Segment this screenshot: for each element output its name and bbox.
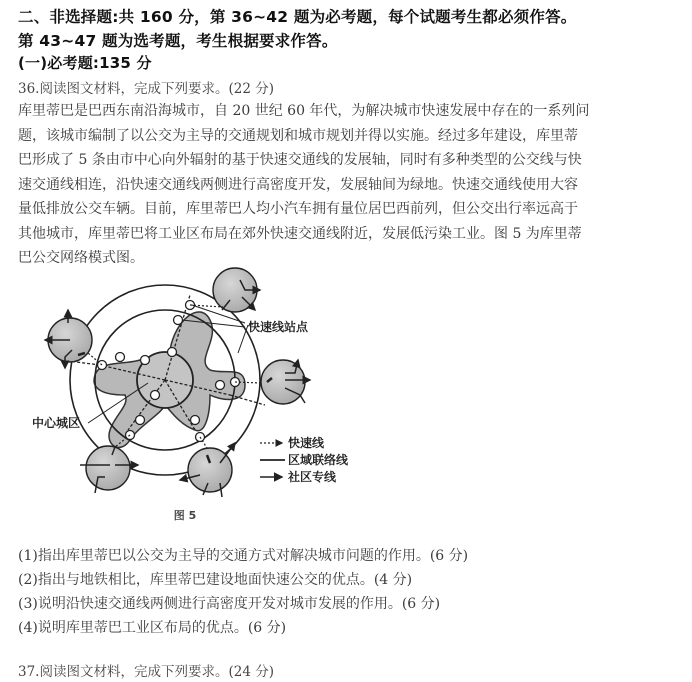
central-city-label: 中心城区 [32, 416, 81, 430]
required-questions-subheading: (一)必考题:135 分 [18, 54, 152, 72]
figure-caption: 图 5 [173, 509, 197, 522]
sub-question-2: (2)指出与地铁相比，库里蒂巴建设地面快速公交的优点。(4 分) [18, 572, 413, 588]
satellite-community-left [45, 310, 92, 368]
legend-express-line: 快速线 [288, 436, 325, 450]
question-36-material [18, 99, 678, 271]
station-label: 快速线站点 [248, 320, 309, 334]
satellite-community-right [261, 360, 310, 404]
question-37-title: 37.阅读图文材料，完成下列要求。(24 分) [18, 664, 274, 680]
material-line: 巴形成了 5 条由市中心向外辐射的基于快速交通线的发展轴，同时有多种类型的公交线与快 [18, 152, 582, 168]
material-line: 巴公交网络模式图。 [18, 250, 144, 266]
material-line: 速交通线相连，沿快速交通线两侧进行高密度开发，发展轴间为绿地。快速交通线使用大容 [18, 176, 578, 193]
satellite-community-bottom-right [180, 443, 235, 497]
figure-5-transit-network-diagram [20, 265, 360, 525]
legend-community-line: 社区专线 [288, 470, 337, 484]
section-heading: 二、非选择题:共 160 分，第 36~42 题为必考题，每个试题考生都必须作答。 [18, 8, 577, 26]
sub-question-1: (1)指出库里蒂巴以公交为主导的交通方式对解决城市问题的作用。(6 分) [18, 548, 469, 564]
material-line: 其他城市，库里蒂巴将工业区布局在郊外快速交通线附近，发展低污染工业。图 5 为库里蒂 [18, 225, 582, 242]
question-36-title: 36.阅读图文材料，完成下列要求。(22 分) [18, 81, 274, 97]
section-heading-continued: 第 43~47 题为选考题，考生根据要求作答。 [18, 32, 338, 50]
satellite-community-bottom-left [80, 446, 138, 493]
material-line: 量低排放公交车辆。目前，库里蒂巴人均小汽车拥有量位居巴西前列，但公交出行率远高于 [18, 201, 578, 217]
sub-question-4: (4)说明库里蒂巴工业区布局的优点。(6 分) [18, 620, 287, 636]
legend [260, 435, 349, 484]
satellite-community-top [213, 268, 260, 312]
material-line: 题，该城市编制了以公交为主导的交通规划和城市规划并得以实施。经过多年建设，库里蒂 [18, 127, 578, 144]
material-line: 库里蒂巴是巴西东南沿海城市，自 20 世纪 60 年代，为解决城市快速发展中存在的一系列问 [18, 103, 590, 119]
sub-question-3: (3)说明沿快速交通线两侧进行高密度开发对城市发展的作用。(6 分) [18, 596, 441, 612]
legend-regional-line: 区域联络线 [288, 453, 349, 467]
